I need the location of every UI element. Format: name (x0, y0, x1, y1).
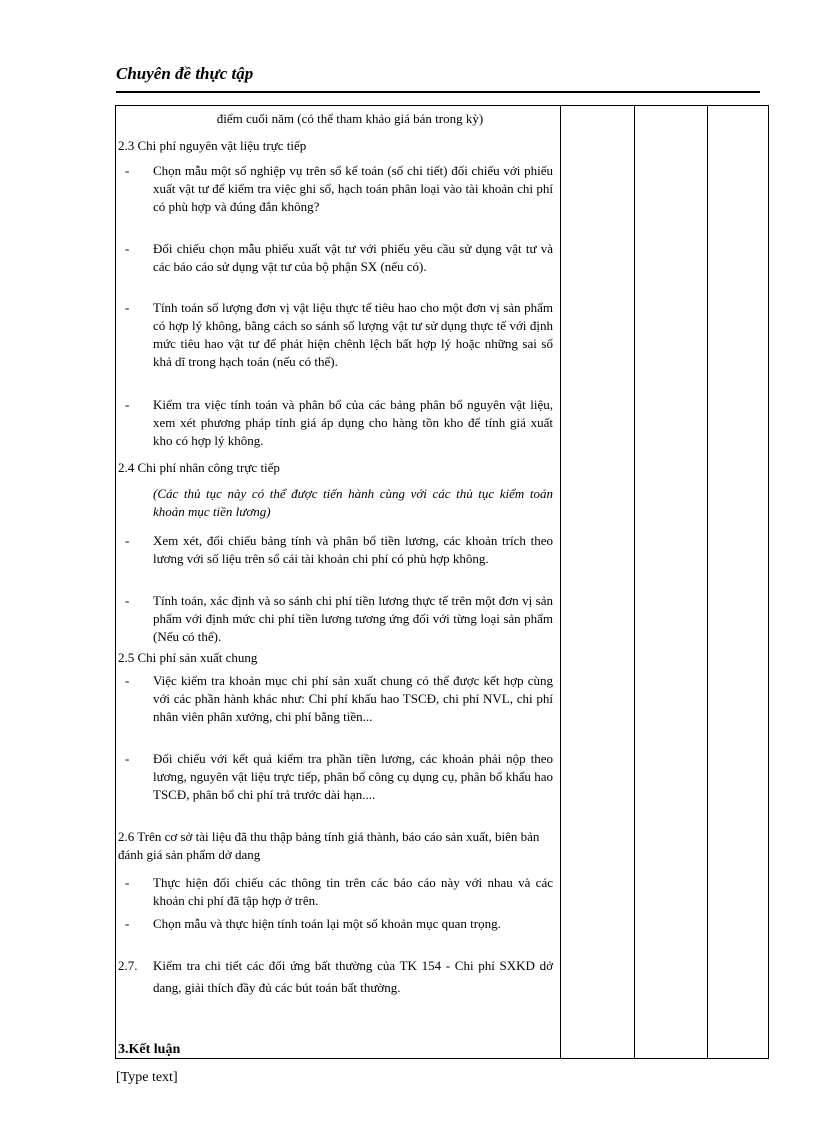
content-cell (116, 106, 561, 1059)
list-item-text: Đối chiếu chọn mẫu phiếu xuất vật tư với phiếu yêu cầu sử dụng vật tư và các báo cáo sử dụng vật tư của bộ phận SX (nếu có). (153, 241, 553, 274)
section-2-7-number: 2.7. (118, 958, 138, 973)
bullet-dash: - (125, 397, 130, 412)
continuation-line: điểm cuối năm (có thể tham khảo giá bán trong kỳ) (216, 111, 484, 126)
bullet-dash: - (125, 241, 130, 256)
empty-cell (561, 106, 635, 1059)
bullet-dash: - (125, 593, 130, 608)
section-2-3-heading: 2.3 Chi phí nguyên vật liệu trực tiếp (118, 138, 307, 153)
header-title: Chuyên đề thực tập (116, 64, 254, 83)
bullet-dash: - (125, 751, 130, 766)
section-2-7-text: Kiểm tra chi tiết các đối ứng bất thường của TK 154 - Chi phí SXKD dở dang, giải thích đầy đủ các bút toán bất thường. (153, 958, 553, 995)
list-item (116, 672, 560, 726)
list-item-text: Xem xét, đối chiếu bảng tính và phân bổ tiền lương, các khoản trích theo lương với số liệu trên sổ cái tài khoản chi phí có phù hợp không. (153, 533, 553, 566)
list-item (116, 532, 560, 568)
header-rule (116, 91, 760, 93)
list-item (116, 396, 560, 450)
conclusion-heading: 3.Kết luận (118, 1042, 181, 1057)
bullet-dash: - (125, 875, 130, 890)
list-item (116, 750, 560, 804)
table-row (116, 106, 769, 1059)
list-item (116, 240, 560, 276)
section-2-4-heading: 2.4 Chi phí nhân công trực tiếp (118, 460, 280, 475)
bullet-dash: - (125, 916, 130, 931)
section-2-5-heading: 2.5 Chi phí sản xuất chung (118, 650, 258, 665)
section-2-6-text: 2.6 Trên cơ sở tài liệu đã thu thập bảng tính giá thành, báo cáo sản xuất, biên bản đánh giá sản phẩm dở dang (118, 829, 540, 862)
section-2-4-note: (Các thủ tục này có thể được tiến hành cùng với các thủ tục kiểm toán khoản mục tiền lương) (153, 486, 553, 519)
list-item-text: Việc kiểm tra khoản mục chi phí sản xuất chung có thể được kết hợp cùng với các phần hành khác như: Chi phí khấu hao TSCĐ, chi phí NVL, chi phí nhân viên phân xưởng, chi phí bằng tiền... (153, 673, 553, 724)
list-item (116, 299, 560, 371)
footer-text: [Type text] (116, 1070, 178, 1085)
procedure-table (115, 105, 769, 1059)
bullet-dash: - (125, 300, 130, 315)
list-item-text: Tính toán, xác định và so sánh chi phí tiền lương thực tế trên một đơn vị sản phẩm với định mức chi phí tiền lương tương ứng đối với từng loại sản phẩm (Nếu có thể). (153, 593, 553, 644)
list-item (116, 592, 560, 646)
list-item-text: Kiểm tra việc tính toán và phân bổ của các bảng phân bổ nguyên vật liệu, xem xét phương pháp tính giá áp dụng cho hàng tồn kho để tính giá xuất kho có hợp lý không. (153, 397, 553, 448)
bullet-dash: - (125, 533, 130, 548)
section-2-7 (116, 955, 560, 999)
list-item-text: Đối chiếu với kết quả kiểm tra phần tiền lương, các khoản phải nộp theo lương, nguyên vật liệu trực tiếp, phân bổ công cụ dụng cụ, phân bổ khấu hao TSCĐ, phân bổ chi phí trả trước dài hạn.... (153, 751, 553, 802)
bullet-dash: - (125, 673, 130, 688)
list-item-text: Chọn mẫu và thực hiện tính toán lại một số khoản mục quan trọng. (153, 916, 501, 931)
empty-cell (708, 106, 769, 1059)
list-item-text: Tính toán số lượng đơn vị vật liệu thực tế tiêu hao cho một đơn vị sản phẩm có hợp lý không, bằng cách so sánh số lượng vật tư sử dụng thực tế với định mức tiêu hao vật tư để phát hiện chênh lệch bất hợp lý hoặc những sai số khả dĩ trong hạch toán (nếu có thể). (153, 300, 553, 369)
list-item-text: Thực hiện đối chiếu các thông tin trên các báo cáo này với nhau và các khoản chi phí đã tập hợp ở trên. (153, 875, 553, 908)
list-item (116, 915, 560, 933)
section-2-6-heading (116, 828, 560, 864)
list-item (116, 162, 560, 216)
empty-cell (635, 106, 708, 1059)
bullet-dash: - (125, 163, 130, 178)
list-item-text: Chọn mẫu một số nghiệp vụ trên sổ kế toán (sổ chi tiết) đối chiếu với phiếu xuất vật tư để kiểm tra việc ghi sổ, hạch toán phân loại vào tài khoản chi phí có phù hợp và đúng đắn không? (153, 163, 553, 214)
list-item (116, 874, 560, 910)
